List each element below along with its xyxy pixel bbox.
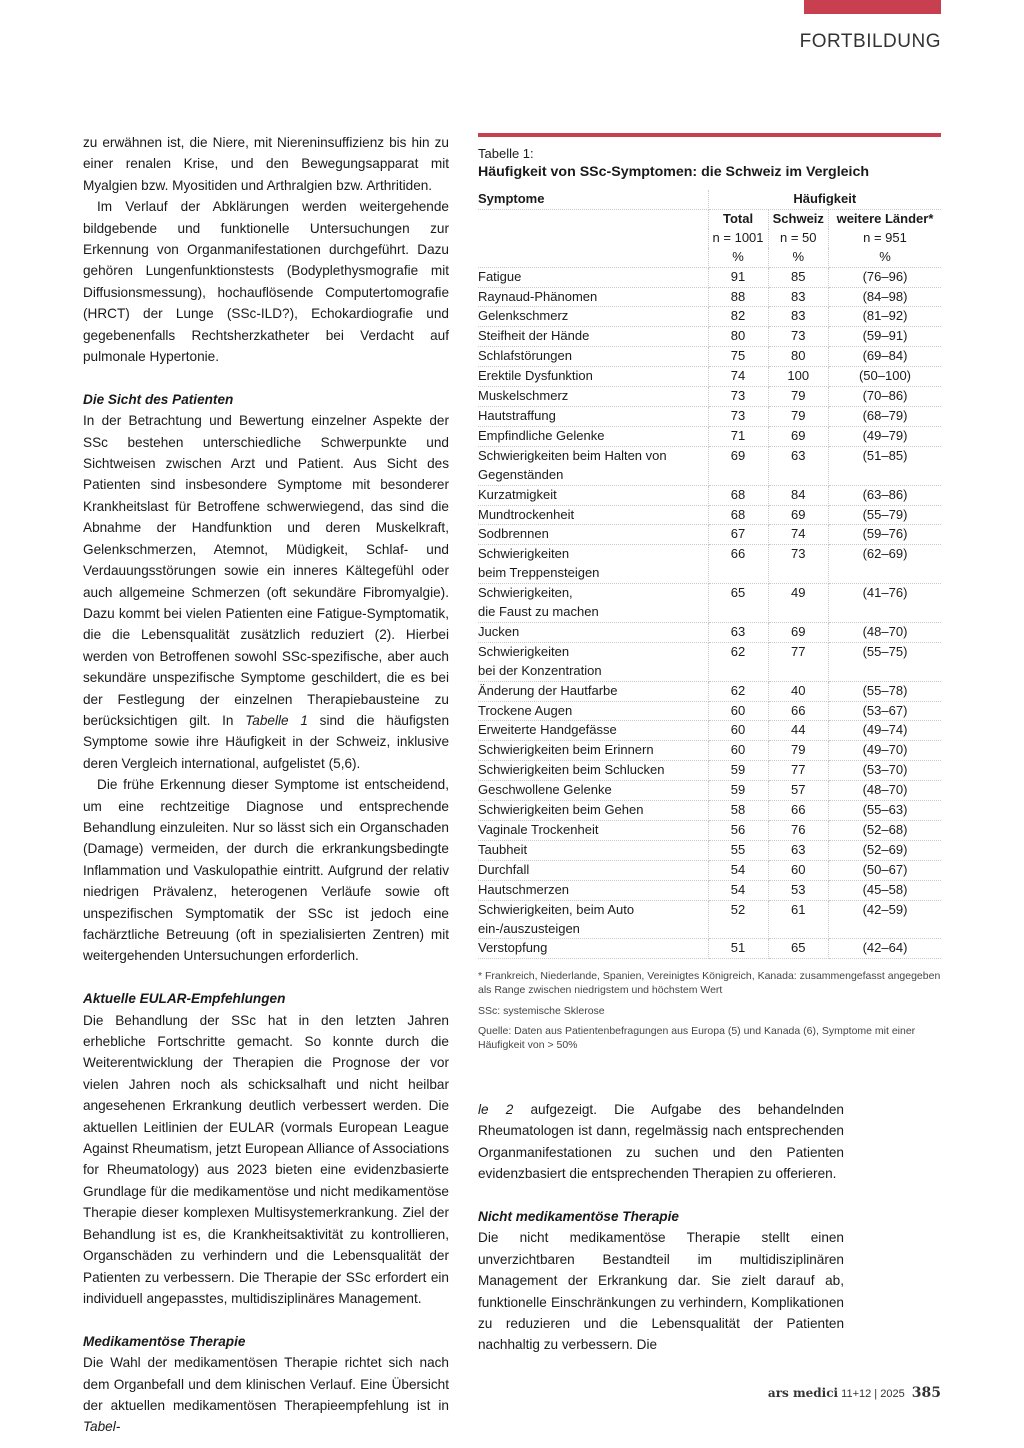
source-note: Quelle: Daten aus Patientenbefragungen aus Europa (5) und Kanada (6), Symptome mit einer Häufigkeit von > 50% <box>478 1025 916 1051</box>
other-countries-range: (52–69) <box>829 840 942 860</box>
table-row <box>478 701 941 721</box>
total-value: 80 <box>708 327 768 347</box>
symptom-name: Änderung der Hautfarbe <box>478 681 708 701</box>
paragraph: Die Behandlung der SSc hat in den letzten Jahren erhebliche Fortschritte gemacht. So konnte durch die Weiterentwicklung der Therapien die Prognose der vor vielen Jahren noch als schicksalhaft und nicht heilbar angesehenen Erkrankung deutlich verbessert werden. Die aktuellen Leitlinien der EULAR (vormals European League Against Rheumatism, jetzt European Alliance of Associations for Rheumatology) aus 2023 bieten eine evidenzbasierte Grundlage für die medikamentöse und nicht medikamentöse Therapie dieser komplexen Multisystemerkrankung. Ziel der Behandlung ist es, die Krankheitsaktivität zu kontrollieren, Organschäden zu verhindern und die Lebensqualität der Patienten zu verbessern. Die Therapie der SSc erfordert ein individuell angepasstes, multidisziplinäres Management. <box>83 1012 449 1306</box>
symptom-name: Schwierigkeiten beim Treppensteigen <box>478 545 708 584</box>
total-value: 68 <box>708 485 768 505</box>
switzerland-value: 63 <box>768 446 828 485</box>
table-row <box>478 505 941 525</box>
other-countries-range: (50–100) <box>829 367 942 387</box>
symptom-name: Schwierigkeiten, die Faust zu machen <box>478 584 708 623</box>
symptom-name: Schwierigkeiten beim Schlucken <box>478 761 708 781</box>
symptom-name: Gelenkschmerz <box>478 307 708 327</box>
symptom-name: Schwierigkeiten bei der Konzentration <box>478 642 708 681</box>
table-row <box>478 860 941 880</box>
total-value: 54 <box>708 860 768 880</box>
other-countries-range: (49–70) <box>829 741 942 761</box>
total-value: 68 <box>708 505 768 525</box>
header-frequency: Häufigkeit <box>708 190 941 209</box>
total-value: 58 <box>708 801 768 821</box>
n-other-countries: n = 951 <box>863 229 907 245</box>
other-countries-range: (68–79) <box>829 406 942 426</box>
symptom-name: Vaginale Trockenheit <box>478 821 708 841</box>
switzerland-value: 60 <box>768 860 828 880</box>
switzerland-value: 53 <box>768 880 828 900</box>
other-countries-range: (52–68) <box>829 821 942 841</box>
symptom-name: Kurzatmigkeit <box>478 485 708 505</box>
switzerland-value: 40 <box>768 681 828 701</box>
table-row <box>478 642 941 681</box>
table-row <box>478 485 941 505</box>
paragraph: Die nicht medikamentöse Therapie stellt einen unverzichtbaren Bestandteil im multidisziplinären Management der Erkrankung dar. Sie zielt darauf ab, funktionelle Einschränkungen zu verhindern, Komplikationen zu reduzieren und die Lebensqualität der Patienten nachhaltig zu verbessern. Die <box>478 1230 844 1353</box>
other-countries-range: (55–63) <box>829 801 942 821</box>
table-title: Häufigkeit von SSc-Symptomen: die Schweiz im Vergleich <box>478 164 870 180</box>
issue-info: 11+12 | 2025 <box>841 1388 905 1400</box>
switzerland-value: 66 <box>768 701 828 721</box>
section-heading: Aktuelle EULAR-Empfehlungen <box>83 991 286 1007</box>
symptom-name: Jucken <box>478 622 708 642</box>
total-value: 65 <box>708 584 768 623</box>
table-body <box>478 267 941 959</box>
total-value: 60 <box>708 701 768 721</box>
table-row <box>478 307 941 327</box>
symptom-name: Mundtrockenheit <box>478 505 708 525</box>
table-reference: Tabelle 1 <box>245 712 308 728</box>
other-countries-range: (45–58) <box>829 880 942 900</box>
other-countries-range: (53–67) <box>829 701 942 721</box>
header-switzerland: Schweiz <box>768 209 828 228</box>
symptom-name: Hautschmerzen <box>478 880 708 900</box>
symptom-name: Hautstraffung <box>478 406 708 426</box>
section-heading: Medikamentöse Therapie <box>83 1333 246 1349</box>
table-row <box>478 446 941 485</box>
symptom-name: Sodbrennen <box>478 525 708 545</box>
symptom-name: Muskelschmerz <box>478 387 708 407</box>
switzerland-value: 76 <box>768 821 828 841</box>
left-column <box>83 132 449 1438</box>
total-value: 69 <box>708 446 768 485</box>
table-row <box>478 880 941 900</box>
switzerland-value: 57 <box>768 781 828 801</box>
symptom-frequency-table <box>478 190 941 959</box>
paragraph <box>478 1099 844 1185</box>
switzerland-value: 73 <box>768 545 828 584</box>
other-countries-range: (59–76) <box>829 525 942 545</box>
journal-name: ars medici <box>767 1386 839 1400</box>
total-value: 60 <box>708 721 768 741</box>
other-countries-range: (41–76) <box>829 584 942 623</box>
symptom-name: Fatigue <box>478 267 708 287</box>
total-value: 63 <box>708 622 768 642</box>
switzerland-value: 83 <box>768 307 828 327</box>
page-number: 385 <box>911 1385 941 1401</box>
section-heading: Die Sicht des Patienten <box>83 391 234 407</box>
other-countries-range: (70–86) <box>829 387 942 407</box>
symptom-name: Schwierigkeiten, beim Auto ein-/auszusteigen <box>478 900 708 939</box>
table-row <box>478 721 941 741</box>
unit-total: % <box>708 248 768 267</box>
switzerland-value: 79 <box>768 406 828 426</box>
table-row <box>478 426 941 446</box>
symptom-name: Schlafstörungen <box>478 347 708 367</box>
table-row <box>478 525 941 545</box>
total-value: 74 <box>708 367 768 387</box>
symptom-name: Schwierigkeiten beim Halten von Gegenständen <box>478 446 708 485</box>
other-countries-range: (84–98) <box>829 287 942 307</box>
footnote: * Frankreich, Niederlande, Spanien, Vereinigtes Königreich, Kanada: zusammengefasst angegeben als Range zwischen niedrigstem und höchstem Wert <box>478 970 941 996</box>
table-row <box>478 584 941 623</box>
symptom-name: Steifheit der Hände <box>478 327 708 347</box>
table-reference: le 2 <box>478 1102 514 1117</box>
symptom-name: Geschwollene Gelenke <box>478 781 708 801</box>
total-value: 71 <box>708 426 768 446</box>
table-notes <box>478 970 941 1052</box>
total-value: 62 <box>708 642 768 681</box>
paragraph <box>83 1352 449 1438</box>
other-countries-range: (42–59) <box>829 900 942 939</box>
other-countries-range: (76–96) <box>829 267 942 287</box>
section-heading: Nicht medikamentöse Therapie <box>478 1209 679 1225</box>
switzerland-value: 44 <box>768 721 828 741</box>
switzerland-value: 80 <box>768 347 828 367</box>
total-value: 91 <box>708 267 768 287</box>
other-countries-range: (55–79) <box>829 505 942 525</box>
switzerland-value: 74 <box>768 525 828 545</box>
symptom-name: Empfindliche Gelenke <box>478 426 708 446</box>
total-value: 75 <box>708 347 768 367</box>
paragraph: Im Verlauf der Abklärungen werden weitergehende bildgebende und funktionelle Untersuchungen zur Erkennung von Organmanifestationen durchgeführt. Dazu gehören Lungenfunktionstests (Bodyplethysmografie mit Diffusionsmessung), hochauflösende Computertomografie (HRCT) der Lunge (SSc-ILD?), Echokardiografie und gegebenenfalls Rechtsherzkatheter bei Verdacht auf pulmonale Hypertonie. <box>83 199 449 365</box>
other-countries-range: (81–92) <box>829 307 942 327</box>
table-reference: Tabel- <box>83 1419 121 1435</box>
total-value: 88 <box>708 287 768 307</box>
total-value: 60 <box>708 741 768 761</box>
header-total: Total <box>708 209 768 228</box>
switzerland-value: 73 <box>768 327 828 347</box>
symptom-name: Raynaud-Phänomen <box>478 287 708 307</box>
table-row <box>478 347 941 367</box>
other-countries-range: (59–91) <box>829 327 942 347</box>
table-row <box>478 801 941 821</box>
other-countries-range: (50–67) <box>829 860 942 880</box>
section-label: FORTBILDUNG <box>799 31 941 52</box>
total-value: 59 <box>708 781 768 801</box>
switzerland-value: 77 <box>768 642 828 681</box>
paragraph: Die frühe Erkennung dieser Symptome ist entscheidend, um eine rechtzeitige Diagnose und entsprechende Behandlung einzuleiten. Nur so lässt sich ein Organschaden (Damage) vermeiden, der durch die erkrankungsbedingte Inflammation und Vaskulopathie eintritt. Aufgrund der relativ niedrigen Prävalenz, heterogenen Verläufe sowie oft unspezifischen Symptomatik der SSc ist jedoch eine fachärztliche Betreuung (oft in spezialisierten Zentren) mit weitergehenden Untersuchungen erforderlich. <box>83 777 449 964</box>
total-value: 55 <box>708 840 768 860</box>
table-row <box>478 821 941 841</box>
switzerland-value: 69 <box>768 505 828 525</box>
total-value: 82 <box>708 307 768 327</box>
text-span: aufgezeigt. Die Aufgabe des behandelnden Rheumatologen ist dann, regelmässig nach entsprechenden Organmanifestationen zu suchen und den Patienten evidenzbasiert die entsprechenden Therapien zu offerieren. <box>478 1102 844 1182</box>
other-countries-range: (53–70) <box>829 761 942 781</box>
other-countries-range: (42–64) <box>829 939 942 959</box>
header-other-countries: weitere Länder* <box>836 210 934 226</box>
table-row <box>478 741 941 761</box>
other-countries-range: (69–84) <box>829 347 942 367</box>
table-row <box>478 545 941 584</box>
switzerland-value: 79 <box>768 387 828 407</box>
switzerland-value: 85 <box>768 267 828 287</box>
table-row <box>478 327 941 347</box>
table-row <box>478 622 941 642</box>
table-row <box>478 267 941 287</box>
table-top-rule <box>478 133 941 137</box>
other-countries-range: (48–70) <box>829 781 942 801</box>
table-row <box>478 406 941 426</box>
table-row <box>478 367 941 387</box>
table-row <box>478 840 941 860</box>
symptom-name: Durchfall <box>478 860 708 880</box>
switzerland-value: 66 <box>768 801 828 821</box>
page-footer <box>768 1385 941 1401</box>
abbreviation-note: SSc: systemische Sklerose <box>478 1004 605 1017</box>
header-symptoms: Symptome <box>478 190 708 209</box>
switzerland-value: 77 <box>768 761 828 781</box>
table-row <box>478 781 941 801</box>
symptom-name: Trockene Augen <box>478 701 708 721</box>
total-value: 73 <box>708 387 768 407</box>
other-countries-range: (55–78) <box>829 681 942 701</box>
switzerland-value: 69 <box>768 426 828 446</box>
text-span: In der Betrachtung und Bewertung einzelner Aspekte der SSc bestehen unterschiedliche Schwerpunkte und Sichtweisen zwischen Arzt und Patient. Aus Sicht des Patienten sind insbesondere Symptome mit besonderer Krankheitslast für Betroffene schwerwiegend, das sind die Abnahme der Handfunktion und deren Muskelkraft, Gelenkschmerzen, Atemnot, Müdigkeit, Schlaf- und Verdauungsstörungen sowie ein inneres Kältegefühl oder auch allgemeine Schmerzen (oft sekundäre Fibromyalgie). Dazu kommt bei vielen Patienten eine Fatigue-Symptomatik, die die Lebensqualität zusätzlich reduziert (2). Hierbei werden von Betroffenen sowohl SSc-spezifische, aber auch sekundäre unspezifische Symptome geschildert, die es bei der Festlegung der einzelnen Therapiebausteine zu berücksichtigen gilt. In <box>83 413 449 728</box>
other-countries-range: (63–86) <box>829 485 942 505</box>
symptom-name: Schwierigkeiten beim Gehen <box>478 801 708 821</box>
cell-blank <box>478 229 708 248</box>
total-value: 56 <box>708 821 768 841</box>
paragraph <box>83 410 449 774</box>
switzerland-value: 61 <box>768 900 828 939</box>
switzerland-value: 65 <box>768 939 828 959</box>
other-countries-range: (55–75) <box>829 642 942 681</box>
symptom-name: Taubheit <box>478 840 708 860</box>
header-accent-bar <box>804 0 941 14</box>
table-row <box>478 681 941 701</box>
table-label: Tabelle 1: <box>478 146 534 161</box>
switzerland-value: 83 <box>768 287 828 307</box>
symptom-name: Erektile Dysfunktion <box>478 367 708 387</box>
switzerland-value: 63 <box>768 840 828 860</box>
header-blank <box>478 209 708 228</box>
n-total: n = 1001 <box>708 229 768 248</box>
switzerland-value: 84 <box>768 485 828 505</box>
symptom-name: Erweiterte Handgefässe <box>478 721 708 741</box>
other-countries-range: (49–79) <box>829 426 942 446</box>
paragraph: zu erwähnen ist, die Niere, mit Niereninsuffizienz bis hin zu einer renalen Krise, und den Bewegungsapparat mit Myalgien bzw. Myositiden und Arthralgien bzw. Arthritiden. <box>83 135 449 193</box>
n-switzerland: n = 50 <box>768 229 828 248</box>
total-value: 62 <box>708 681 768 701</box>
switzerland-value: 49 <box>768 584 828 623</box>
total-value: 73 <box>708 406 768 426</box>
table-row <box>478 287 941 307</box>
total-value: 52 <box>708 900 768 939</box>
right-column-text <box>478 1099 844 1356</box>
other-countries-range: (48–70) <box>829 622 942 642</box>
table-row <box>478 900 941 939</box>
unit-switzerland: % <box>768 248 828 267</box>
switzerland-value: 100 <box>768 367 828 387</box>
cell-blank <box>478 248 708 267</box>
total-value: 59 <box>708 761 768 781</box>
total-value: 51 <box>708 939 768 959</box>
table-row <box>478 761 941 781</box>
total-value: 66 <box>708 545 768 584</box>
switzerland-value: 69 <box>768 622 828 642</box>
symptom-name: Schwierigkeiten beim Erinnern <box>478 741 708 761</box>
text-span: sind die häufigsten Symptome sowie ihre Häufigkeit in der Schweiz, inklusive deren Vergleich international, aufgelistet (5,6). <box>83 712 449 771</box>
table-row <box>478 387 941 407</box>
unit-other-countries: % <box>829 248 942 267</box>
symptom-table-block <box>478 133 941 1059</box>
symptom-name: Verstopfung <box>478 939 708 959</box>
text-span: Die Wahl der medikamentösen Therapie richtet sich nach dem Organbefall und dem klinischen Verlauf. Eine Übersicht der aktuellen medikamentösen Therapieempfehlung ist in <box>83 1355 449 1413</box>
total-value: 54 <box>708 880 768 900</box>
total-value: 67 <box>708 525 768 545</box>
other-countries-range: (62–69) <box>829 545 942 584</box>
table-row <box>478 939 941 959</box>
switzerland-value: 79 <box>768 741 828 761</box>
other-countries-range: (49–74) <box>829 721 942 741</box>
other-countries-range: (51–85) <box>829 446 942 485</box>
